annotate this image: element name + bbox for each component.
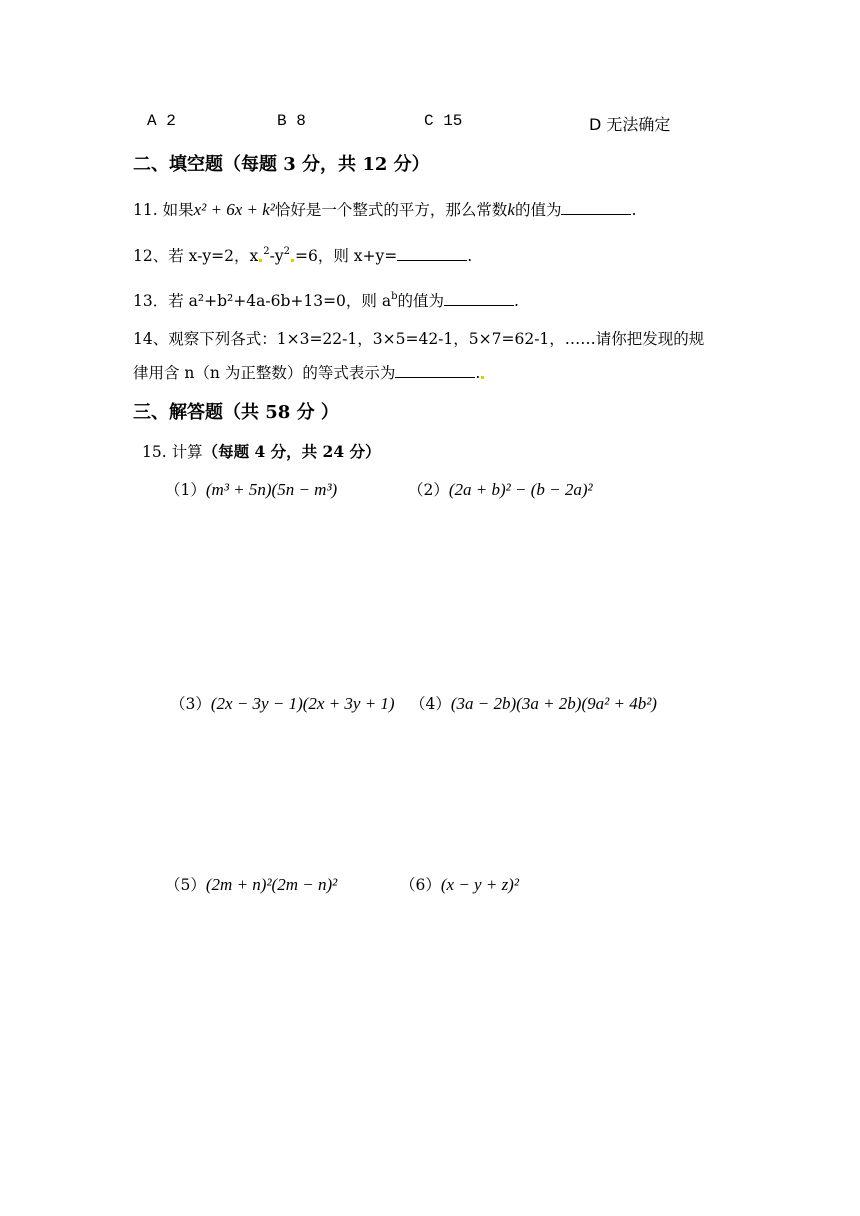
- q12-text-a: x-y=2，x: [188, 247, 259, 265]
- q11-end: .: [631, 201, 637, 219]
- question-15-header: [142, 440, 381, 462]
- q15-item-6: [400, 873, 519, 895]
- item-2-expr: (2a + b)² − (b − 2a)²: [448, 480, 593, 499]
- q11-middle: 恰好是一个整式的平方，那么常数: [274, 201, 508, 219]
- q15-item-4: [410, 692, 657, 714]
- item-1-expr: (m³ + 5n)(5n − m³): [205, 480, 338, 499]
- q15-item-2: [408, 478, 593, 500]
- q14-number: 14、观察下列各式：: [133, 330, 277, 348]
- highlight-mark: [291, 259, 294, 262]
- section-heading-solve: 三、解答题（共 58 分 ）: [133, 402, 339, 423]
- q12-number: 12、若: [133, 247, 184, 265]
- q15-item-3: [170, 692, 395, 714]
- q11-blank[interactable]: [561, 200, 631, 215]
- q12-text-b: -y: [269, 247, 284, 265]
- question-14-line1: [133, 327, 704, 349]
- q11-prefix: 如果: [162, 201, 194, 219]
- question-13: [133, 289, 519, 311]
- q13-end: .: [514, 292, 519, 310]
- q14-line2: 律用含 n（n 为正整数）的等式表示为: [133, 364, 396, 382]
- item-3-expr: (2x − 3y − 1)(2x + 3y + 1): [210, 694, 395, 713]
- q11-math: x² + 6x + k²: [193, 200, 275, 219]
- item-5-expr: (2m + n)²(2m − n)²: [205, 875, 338, 894]
- question-11: [133, 198, 636, 220]
- highlight-mark: [481, 376, 484, 379]
- question-12: 12、若 x-y=2，x $^2-y^2 =6$，则 x+y= .: [133, 246, 473, 265]
- question-14-line2: [133, 361, 485, 383]
- q15-item-1: [165, 478, 337, 500]
- q14-end: .: [475, 364, 481, 382]
- q11-var: k: [507, 200, 515, 219]
- q15-label: 15. 计算: [142, 443, 203, 461]
- item-2-number: （2）: [408, 481, 449, 499]
- item-1-number: （1）: [165, 481, 206, 499]
- q15-points: （每题 4 分，共 24 分）: [202, 442, 381, 461]
- section-heading-fill-in: 二、填空题（每题 3 分，共 12 分）: [133, 154, 430, 175]
- item-4-number: （4）: [410, 695, 451, 713]
- item-4-expr: (3a − 2b)(3a + 2b)(9a² + 4b²): [450, 694, 657, 713]
- q11-number: 11.: [133, 201, 158, 219]
- item-3-number: （3）: [170, 695, 211, 713]
- item-5-number: （5）: [165, 876, 206, 894]
- q12-end: .: [467, 247, 473, 265]
- q11-suffix: 的值为: [514, 201, 562, 219]
- choice-a: A 2: [147, 112, 176, 130]
- q15-item-5: [165, 873, 337, 895]
- choice-c: C 15: [424, 112, 463, 130]
- item-6-number: （6）: [400, 876, 441, 894]
- q14-blank[interactable]: [395, 363, 475, 378]
- q13-exp: b: [391, 291, 398, 302]
- item-6-expr: (x − y + z)²: [440, 875, 519, 894]
- q12-blank[interactable]: [397, 246, 467, 261]
- choice-d: D 无法确定: [589, 115, 671, 134]
- q12-text-c: =6，则 x+y=: [294, 247, 398, 265]
- choice-b: B 8: [277, 112, 306, 130]
- q13-text: a²+b²+4a-6b+13=0，则 a: [188, 292, 392, 310]
- q14-line1: 1×3=22-1，3×5=42-1，5×7=62-1，……请你把发现的规: [276, 330, 705, 348]
- q13-suffix: 的值为: [397, 292, 445, 310]
- q13-number: 13．若: [133, 292, 184, 310]
- q13-blank[interactable]: [444, 291, 514, 306]
- highlight-mark: [259, 259, 262, 262]
